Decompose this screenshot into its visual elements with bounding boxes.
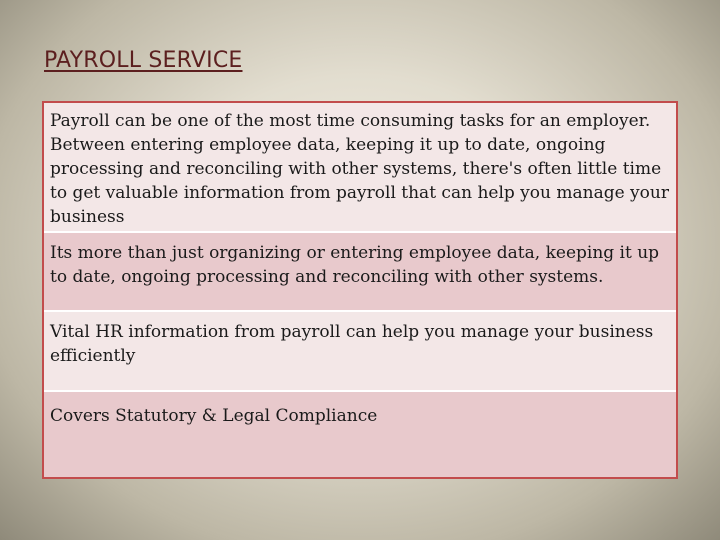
content-table xyxy=(42,101,678,479)
table-row: Its more than just organizing or entering employee data, keeping it up to date, ongoing processing and reconciling with other systems. xyxy=(44,231,676,310)
table-row: Vital HR information from payroll can help you manage your business efficiently xyxy=(44,310,676,390)
table-row: Covers Statutory & Legal Compliance xyxy=(44,390,676,477)
table-row: Payroll can be one of the most time consuming tasks for an employer. Between entering employee data, keeping it up to date, ongoing processing and reconciling with other systems, there's often little time to get valuable information from payroll that can help you manage your business xyxy=(44,103,676,231)
slide-title: PAYROLL SERVICE xyxy=(44,48,243,73)
